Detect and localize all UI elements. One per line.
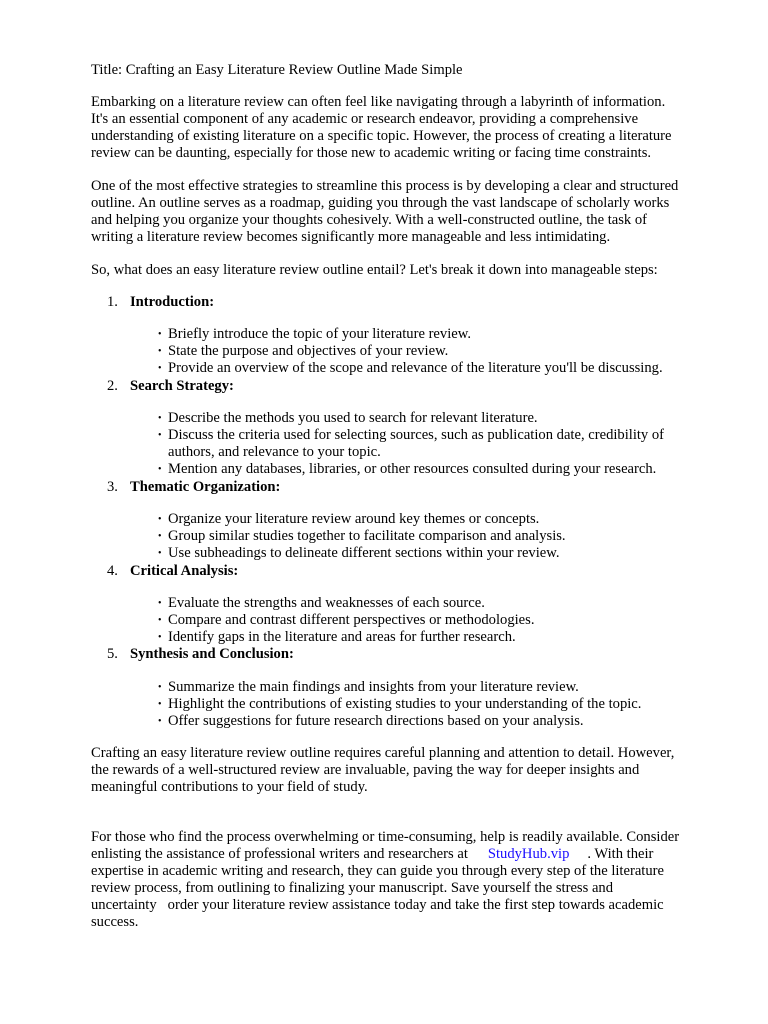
bullet-icon: • [158,598,162,609]
list-item: • Describe the methods you used to search for relevant literature. [158,410,538,426]
section-heading-introduction [107,294,214,311]
intro-paragraph [91,94,716,162]
list-item: • State the purpose and objectives of your review. [158,343,449,359]
strategy-line: and helping you organize your thoughts cohesively. With a well-constructed outline, the task of [91,212,648,228]
section-number: 1. [107,294,118,310]
intro-line: review can be daunting, especially for those new to academic writing or facing time constraints. [91,145,652,161]
document-title: Title: Crafting an Easy Literature Review Outline Made Simple [91,62,463,78]
section-number: 2. [107,378,118,394]
bullet-icon: • [158,329,162,340]
list-item-continuation: authors, and relevance to your topic. [168,444,381,460]
list-item: • Evaluate the strengths and weaknesses of each source. [158,595,485,611]
bullet-icon: • [158,632,162,643]
bullet-icon: • [158,430,162,441]
list-item: • Organize your literature review around key themes or concepts. [158,511,540,527]
intro-line: It's an essential component of any academic or research endeavor, providing a comprehensive [91,111,639,127]
list-item: • Highlight the contributions of existing studies to your understanding of the topic. [158,696,642,712]
section-heading-critical-analysis [107,563,238,580]
bullet-icon: • [158,346,162,357]
section-label: Critical Analysis: [130,563,239,579]
list-item: • Briefly introduce the topic of your literature review. [158,326,471,342]
bullet-icon: • [158,615,162,626]
strategy-line: One of the most effective strategies to streamline this process is by developing a clear and structured [91,178,679,194]
section-label: Introduction: [130,294,215,310]
section-heading-search-strategy [107,378,234,395]
intro-line: understanding of existing literature on a specific topic. However, the process of creating a literature [91,128,672,144]
list-item: • Mention any databases, libraries, or other resources consulted during your research. [158,461,657,477]
conclusion-line: the rewards of a well-structured review are invaluable, paving the way for deeper insights and [91,762,640,778]
strategy-paragraph [91,178,716,246]
list-item: • Identify gaps in the literature and areas for further research. [158,629,516,645]
bullet-icon: • [158,363,162,374]
list-item: • Use subheadings to delineate different sections within your review. [158,545,560,561]
bullet-icon: • [158,699,162,710]
strategy-line: writing a literature review becomes significantly more manageable and less intimidating. [91,229,611,245]
question-paragraph: So, what does an easy literature review outline entail? Let's break it down into manageable steps: [91,262,658,278]
section-heading-thematic-organization [107,479,280,496]
intro-line: Embarking on a literature review can often feel like navigating through a labyrinth of information. [91,94,666,110]
list-item: • Compare and contrast different perspectives or methodologies. [158,612,535,628]
section-heading-synthesis-conclusion [107,646,294,663]
bullet-icon: • [158,514,162,525]
strategy-line: outline. An outline serves as a roadmap, guiding you through the vast landscape of scholarly works [91,195,670,211]
section-label: Synthesis and Conclusion: [130,646,294,662]
section-number: 4. [107,563,118,579]
bullet-icon: • [158,413,162,424]
bullet-icon: • [158,548,162,559]
list-item: • Provide an overview of the scope and relevance of the literature you'll be discussing. [158,360,663,376]
conclusion-paragraph [91,745,716,796]
list-item: • Discuss the criteria used for selecting sources, such as publication date, credibility of authors, and relevance to your topic. [158,427,665,460]
bullet-icon: • [158,682,162,693]
section-number: 5. [107,646,118,662]
list-item: • Offer suggestions for future research directions based on your analysis. [158,713,584,729]
help-paragraph: For those who find the process overwhelming or time-consuming, help is readily available. Consider enlisting the assistance of professional writers and researchers at StudyHub.vip . With their expertise in academic writing and research, they can guide you through every step of the literature review process, from outlining to finalizing your manuscript. Save yourself the stress and uncertainty order your literature review assistance today and take the first step towards academic success. [91,829,680,930]
studyhub-link[interactable]: StudyHub.vip [487,846,570,862]
section-label: Search Strategy: [130,378,234,394]
bullet-icon: • [158,464,162,475]
section-number: 3. [107,479,118,495]
list-item: • Group similar studies together to facilitate comparison and analysis. [158,528,566,544]
conclusion-line: meaningful contributions to your field of study. [91,779,368,795]
section-label: Thematic Organization: [130,479,281,495]
bullet-icon: • [158,531,162,542]
conclusion-line: Crafting an easy literature review outline requires careful planning and attention to detail. However, [91,745,675,761]
bullet-icon: • [158,716,162,727]
list-item: • Summarize the main findings and insights from your literature review. [158,679,579,695]
